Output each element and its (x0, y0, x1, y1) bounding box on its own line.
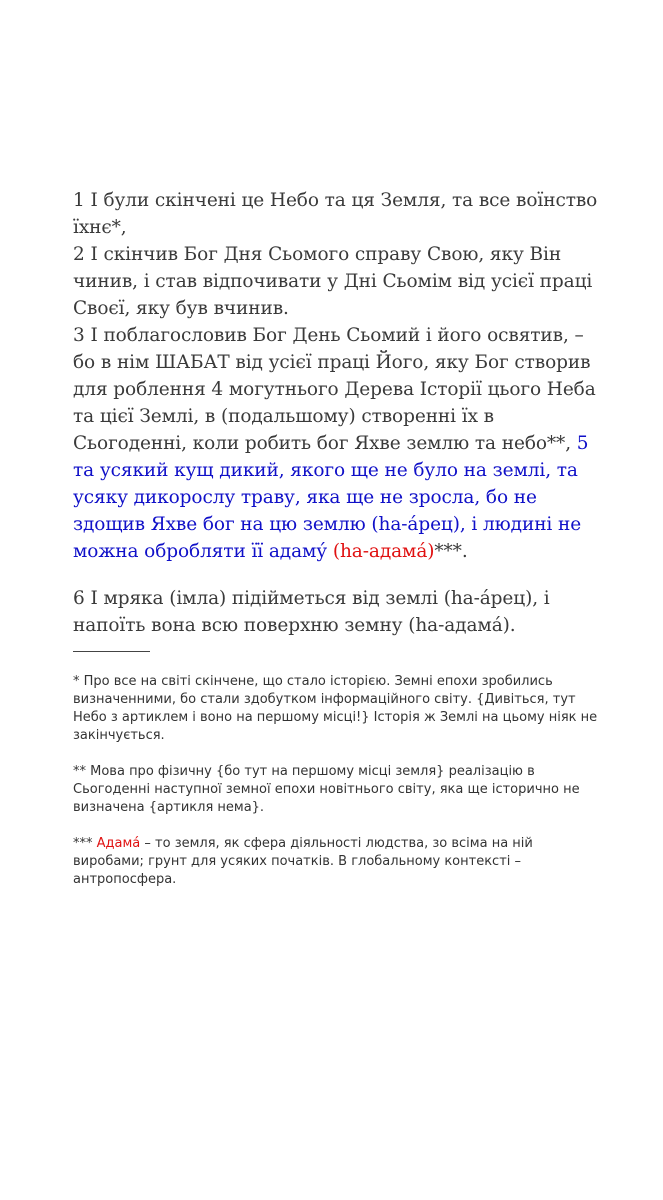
footnote-3 (73, 835, 603, 889)
verse-5-text: 5 та усякий кущ дикий, якого ще не було на землі, та усяку дикорослу траву, яка ще не зросла, бо не здощив Яхве бог на цю землю (hа-а́рец), і людині не можна обробляти її адаму́ (73, 433, 589, 562)
verse-5-footnote-mark: ***. (434, 541, 468, 562)
verse-6-text: 6 І мряка (імла) підійметься від землі (hа-а́рец), і напоїть вона всю поверхню земну (hа-адама́). (73, 588, 550, 636)
document-body (73, 187, 603, 907)
verse-3-text: 3 І поблагословив Бог День Сьомий і його освятив, – бо в нім ШАБАТ від усієї праці Його, яку Бог створив для роблення 4 могутнього Дерева Історії цього Неба та цієї Землі, в (подальшому) створенні їх в Сьогоденні, коли робить бог Яхве землю та небо**, (73, 325, 596, 454)
footnote-3-mark: *** (73, 836, 97, 851)
footnote-divider (73, 651, 150, 652)
verse-1 (73, 187, 603, 565)
paragraph-gap (73, 565, 603, 585)
footnote-3-term: Адама́ (96, 836, 141, 851)
footnote-1: * Про все на світі скінчене, що стало історією. Земні епохи зробились визначенними, бо стали здобутком інформаційного світу. {Дивіться, тут Небо з артиклем і воно на першому місці!} Історія ж Землі на цьому ніяк не закінчується. (73, 674, 598, 743)
footnote-2: ** Мова про фізичну {бо тут на першому місці земля} реалізацію в Сьогоденні наступної земної епохи новітнього світу, яка ще історично не визначена {артикля нема}. (73, 764, 580, 815)
verse-6 (73, 585, 603, 639)
verse-5-hebrew-term: (hа-адама́) (327, 541, 435, 562)
verse-1-text: 1 І були скінчені це Небо та ця Земля, та все воїнство їхнє*, (73, 190, 598, 238)
verse-2-text: 2 І скінчив Бог Дня Сьомого справу Свою, яку Він чинив, і став відпочивати у Дні Сьомім від усієї праці Своєї, яку був вчинив. (73, 244, 593, 319)
footnotes (73, 673, 603, 889)
footnote-3-text: – то земля, як сфера діяльності людства, зо всіма на ній виробами; грунт для усяких початків. В глобальному контексті – антропосфера. (73, 836, 533, 887)
